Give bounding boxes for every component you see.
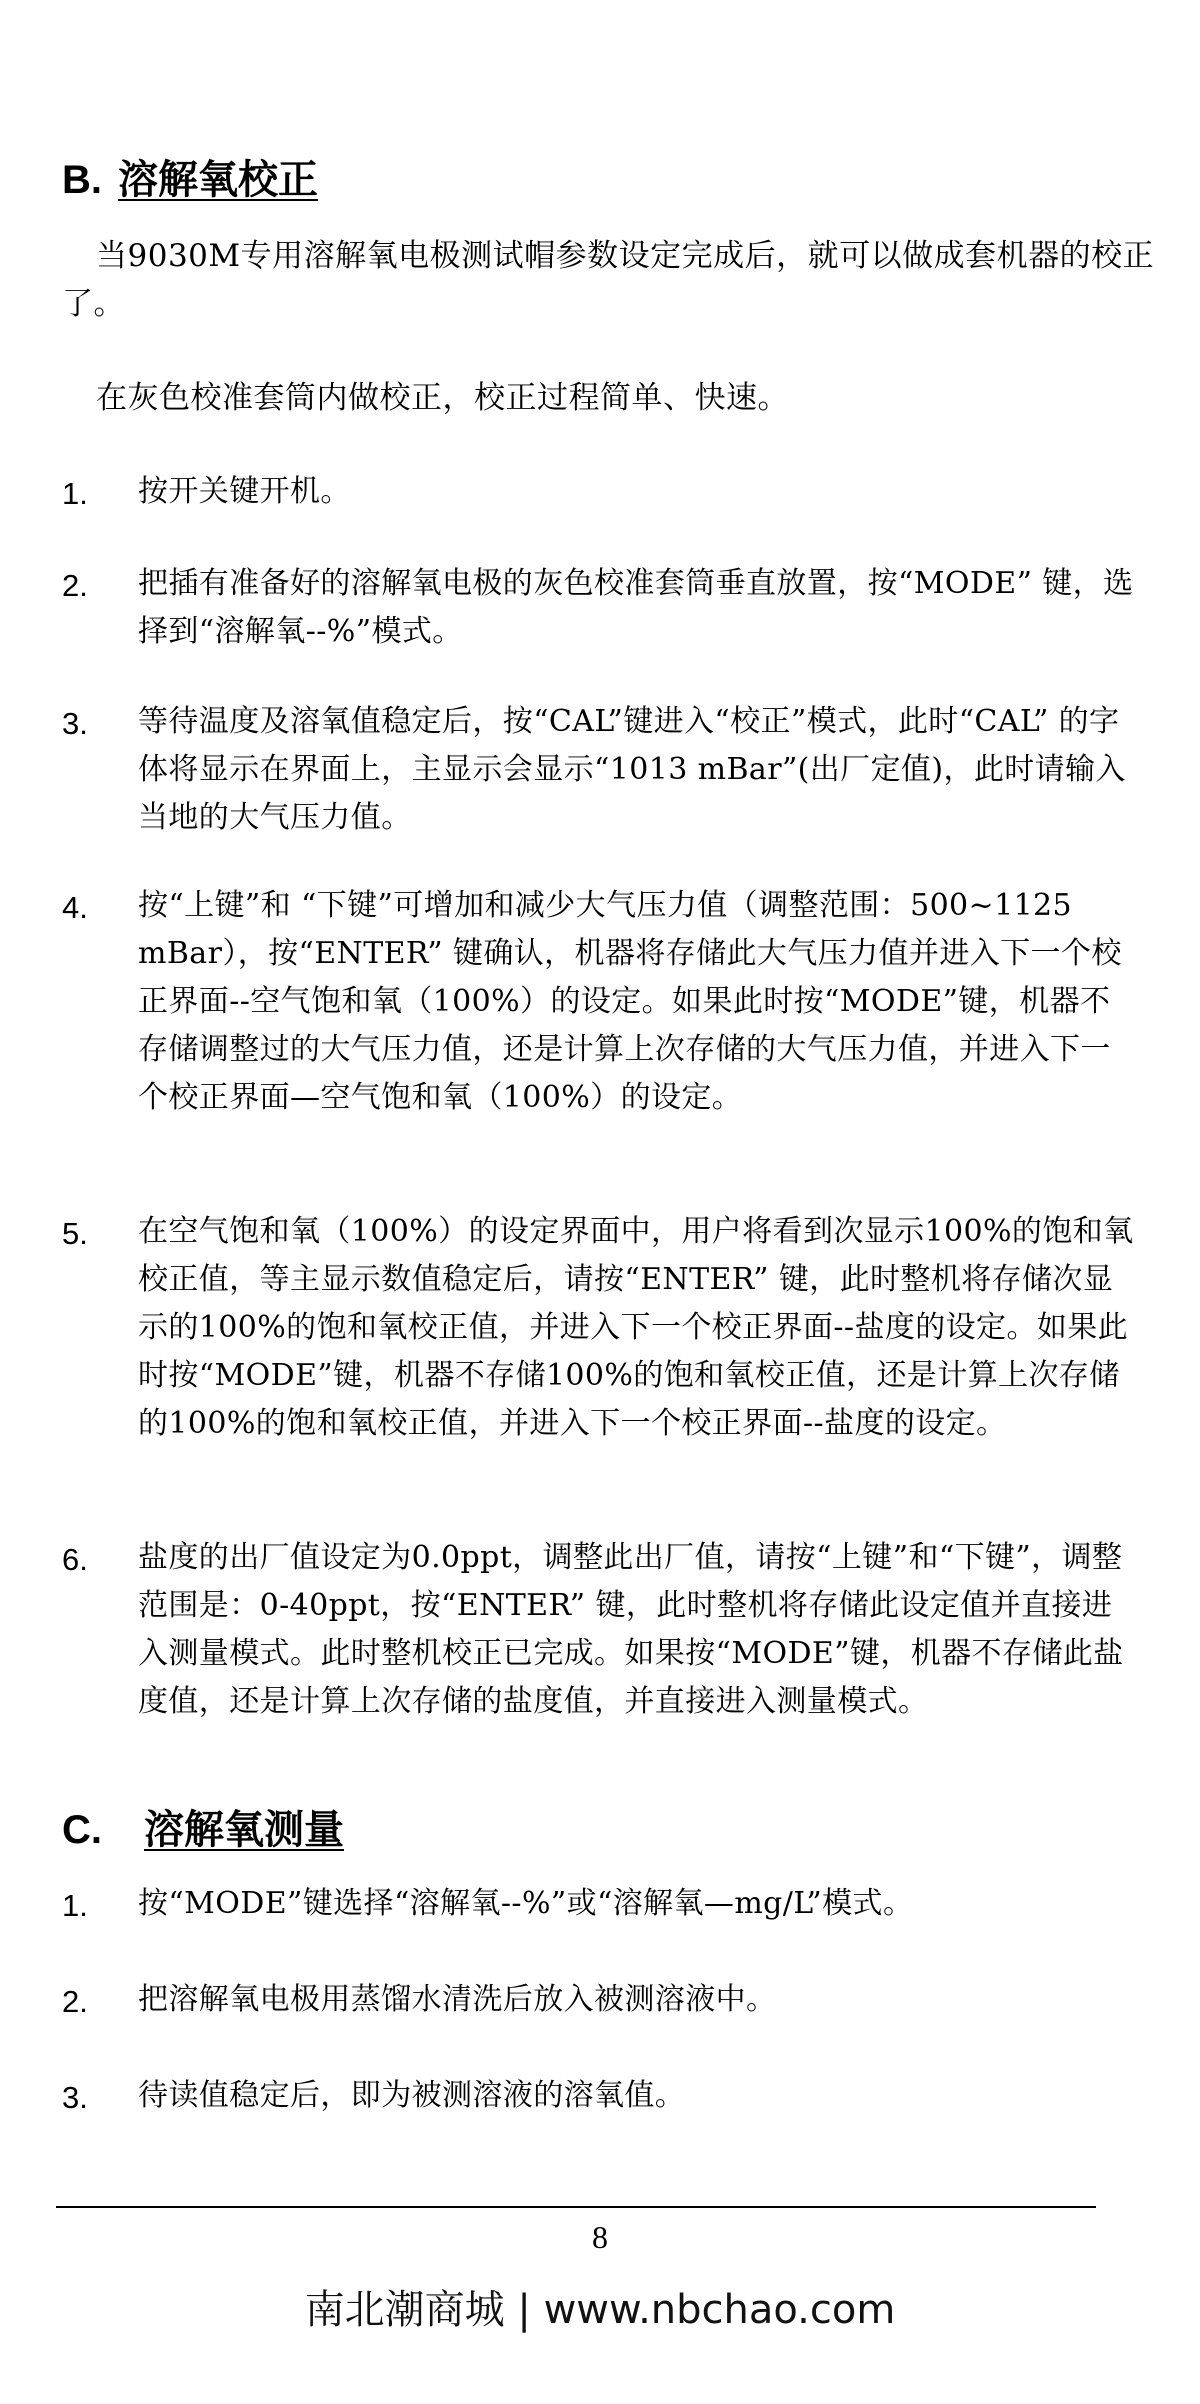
step-number: 3. bbox=[62, 706, 88, 741]
step-text: 把插有准备好的溶解氧电极的灰色校准套筒垂直放置，按“MODE” 键，选择到“溶解氧--%”模式。 bbox=[138, 566, 1134, 649]
step-text: 按“上键”和 “下键”可增加和减少大气压力值（调整范围：500~1125 mBar），按“ENTER” 键确认，机器将存储此大气压力值并进入下一个校正界面--空气饱和氧（100%）的设定。如果此时按“MODE”键，机器不存储调整过的大气压力值，还是计算上次存储的大气压力值，并进入下一个校正界面—空气饱和氧（100%）的设定。 bbox=[138, 888, 1122, 1115]
section-b-intro: 当9030M专用溶解氧电极测试帽参数设定完成后，就可以做成套机器的校正了。 bbox=[62, 238, 1155, 322]
step-text: 按开关键开机。 bbox=[138, 474, 351, 509]
step-text: 盐度的出厂值设定为0.0ppt，调整此出厂值，请按“上键”和“下键”，调整范围是：0-40ppt，按“ENTER” 键，此时整机将存储此设定值并直接进入测量模式。此时整机校正已完成。如果按“MODE”键，机器不存储此盐度值，还是计算上次存储的盐度值，并直接进入测量模式。 bbox=[138, 1540, 1124, 1719]
step-text: 把溶解氧电极用蒸馏水清洗后放入被测溶液中。 bbox=[138, 1982, 777, 2017]
step-text: 待读值稳定后，即为被测溶液的溶氧值。 bbox=[138, 2078, 686, 2113]
step-text: 按“MODE”键选择“溶解氧--%”或“溶解氧—mg/L”模式。 bbox=[138, 1886, 914, 1921]
step-number: 6. bbox=[62, 1542, 88, 1577]
step-number: 4. bbox=[62, 890, 88, 925]
step-number: 3. bbox=[62, 2080, 88, 2115]
section-b-note: 在灰色校准套筒内做校正，校正过程简单、快速。 bbox=[96, 380, 789, 416]
section-b-heading bbox=[62, 155, 318, 205]
step-text: 在空气饱和氧（100%）的设定界面中，用户将看到次显示100%的饱和氧校正值，等主显示数值稳定后，请按“ENTER” 键，此时整机将存储次显示的100%的饱和氧校正值，并进入下一个校正界面--盐度的设定。如果此时按“MODE”键，机器不存储100%的饱和氧校正值，还是计算上次存储的100%的饱和氧校正值，并进入下一个校正界面--盐度的设定。 bbox=[138, 1214, 1134, 1441]
section-c-letter: C. bbox=[62, 1808, 102, 1852]
page-number: 8 bbox=[592, 2219, 608, 2255]
step-number: 2. bbox=[62, 1984, 88, 2019]
section-b-title: 溶解氧校正 bbox=[118, 158, 318, 202]
step-number: 2. bbox=[62, 568, 88, 603]
step-text: 等待温度及溶氧值稳定后，按“CAL”键进入“校正”模式，此时“CAL” 的字体将显示在界面上，主显示会显示“1013 mBar”(出厂定值)，此时请输入当地的大气压力值。 bbox=[138, 704, 1126, 835]
site-watermark: 南北潮商城 | www.nbchao.com bbox=[304, 2287, 896, 2333]
footer-divider bbox=[56, 2206, 1096, 2208]
step-number: 5. bbox=[62, 1216, 88, 1251]
section-c-heading bbox=[62, 1805, 344, 1855]
section-b-letter: B. bbox=[62, 158, 102, 202]
step-number: 1. bbox=[62, 476, 88, 511]
step-number: 1. bbox=[62, 1888, 88, 1923]
section-c-title: 溶解氧测量 bbox=[144, 1808, 344, 1852]
